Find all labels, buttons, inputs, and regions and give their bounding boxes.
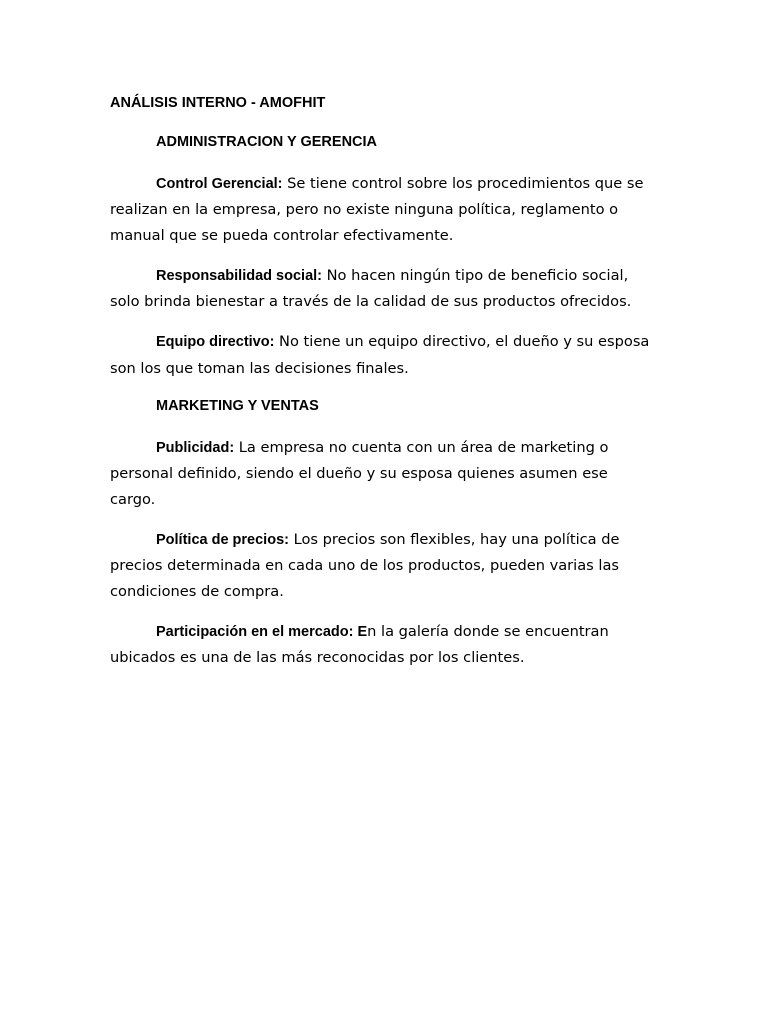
paragraph-text: No hacen ningún tipo de beneficio social, solo brinda bienestar a través de la calidad de sus productos ofrecidos. <box>110 266 632 311</box>
paragraph-term: Publicidad: <box>156 440 235 457</box>
section-heading-administracion: ADMINISTRACION Y GERENCIA <box>156 134 378 150</box>
paragraph-responsabilidad-social <box>110 263 650 315</box>
paragraph-text: n la galería donde se encuentran ubicados es una de las más reconocidas por los clientes. <box>110 622 609 667</box>
paragraph-participacion-mercado <box>110 619 650 671</box>
paragraph-text: Los precios son flexibles, hay una política de precios determinada en cada uno de los productos, pueden varias las condiciones de compra. <box>110 530 620 600</box>
document-page <box>110 93 650 685</box>
paragraph-text: No tiene un equipo directivo, el dueño y su esposa son los que toman las decisiones finales. <box>110 333 650 377</box>
paragraph-equipo-directivo <box>110 329 650 381</box>
document-title: ANÁLISIS INTERNO - AMOFHIT <box>110 95 326 111</box>
paragraph-text: La empresa no cuenta con un área de marketing o personal definido, siendo el dueño y su esposa quienes asumen ese cargo. <box>110 439 609 508</box>
paragraph-term: Participación en el mercado: E <box>156 623 368 640</box>
paragraph-term: Control Gerencial: <box>156 176 283 192</box>
section-heading-marketing: MARKETING Y VENTAS <box>156 398 319 415</box>
paragraph-term: Política de precios: <box>156 531 289 548</box>
paragraph-term: Equipo directivo: <box>156 334 275 351</box>
paragraph-politica-precios <box>110 527 650 604</box>
paragraph-publicidad <box>110 435 650 512</box>
paragraph-term: Responsabilidad social: <box>156 267 322 284</box>
paragraph-text: Se tiene control sobre los procedimientos que se realizan en la empresa, pero no existe ninguna política, reglamento o manual que se pueda controlar efectivamente. <box>110 175 644 244</box>
paragraph-control-gerencial <box>110 171 650 248</box>
